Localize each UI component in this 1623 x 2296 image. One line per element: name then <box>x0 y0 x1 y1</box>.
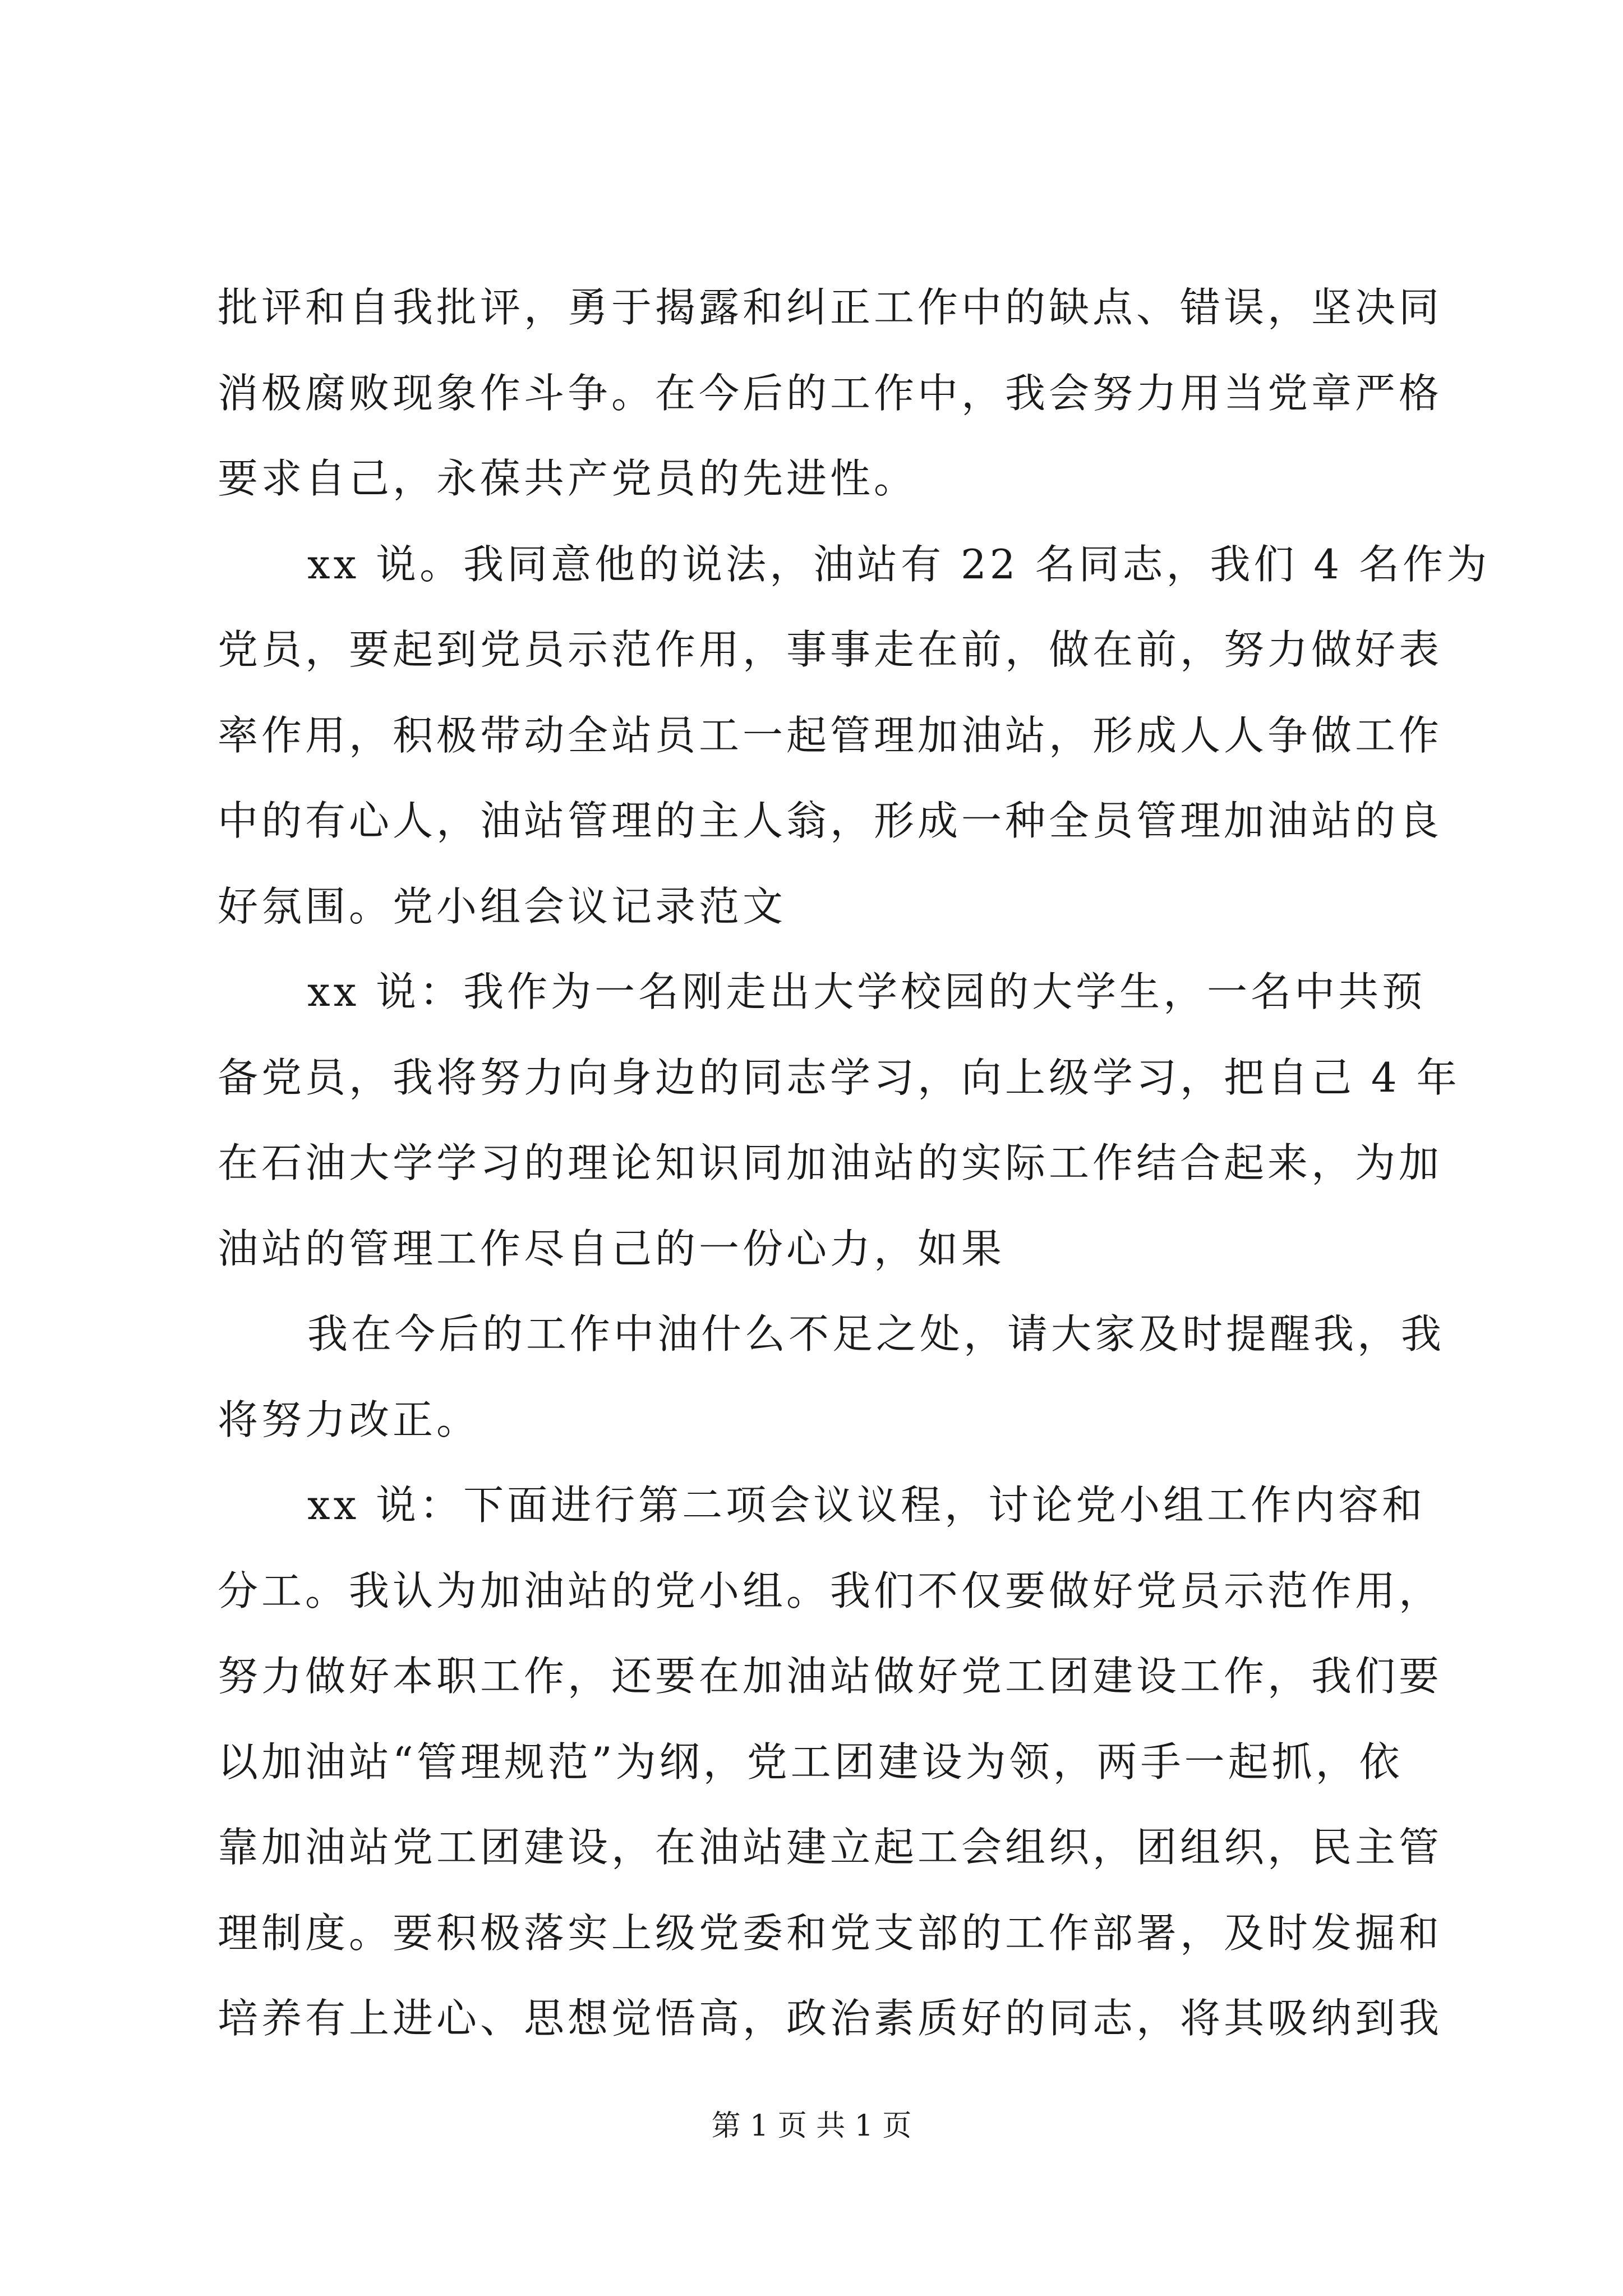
text-line: 率作用，积极带动全站员工一起管理加油站，形成人人争做工作 <box>218 711 1443 759</box>
text-line: 以加油站“管理规范”为纲，党工团建设为领，两手一起抓，依 <box>218 1738 1403 1786</box>
text-line: xx 说：我作为一名刚走出大学校园的大学生，一名中共预 <box>307 968 1426 1015</box>
text-line: 油站的管理工作尽自己的一份心力，如果 <box>218 1225 1006 1272</box>
text-line: 好氛围。党小组会议记录范文 <box>218 882 787 930</box>
text-line: 在石油大学学习的理论知识同加油站的实际工作结合起来，为加 <box>218 1139 1443 1186</box>
page-footer: 第 1 页 共 1 页 <box>711 2109 912 2143</box>
text-line: 分工。我认为加油站的党小组。我们不仅要做好党员示范作用， <box>218 1567 1443 1614</box>
text-line: 努力做好本职工作，还要在加油站做好党工团建设工作，我们要 <box>218 1653 1443 1700</box>
body-text <box>218 265 1491 2062</box>
text-line: 理制度。要积极落实上级党委和党支部的工作部署，及时发掘和 <box>218 1909 1443 1957</box>
text-line: xx 说：下面进行第二项会议议程，讨论党小组工作内容和 <box>307 1481 1426 1529</box>
text-line: 要求自己，永葆共产党员的先进性。 <box>218 455 918 502</box>
text-line: 批评和自我批评，勇于揭露和纠正工作中的缺点、错误，坚决同 <box>218 284 1443 331</box>
text-line: 党员，要起到党员示范作用，事事走在前，做在前，努力做好表 <box>218 626 1443 673</box>
text-line: 中的有心人，油站管理的主人翁，形成一种全员管理加油站的良 <box>218 797 1443 844</box>
text-line: 备党员，我将努力向身边的同志学习，向上级学习，把自己 4 年 <box>218 1053 1460 1101</box>
text-line: 我在今后的工作中油什么不足之处，请大家及时提醒我，我 <box>307 1310 1445 1358</box>
text-line: 将努力改正。 <box>218 1396 481 1443</box>
text-line: 消极腐败现象作斗争。在今后的工作中，我会努力用当党章严格 <box>218 369 1443 417</box>
text-line: 培养有上进心、思想觉悟高，政治素质好的同志，将其吸纳到我 <box>218 1995 1443 2042</box>
text-line: xx 说。我同意他的说法，油站有 22 名同志，我们 4 名作为 <box>307 540 1491 588</box>
text-line: 靠加油站党工团建设，在油站建立起工会组织，团组织，民主管 <box>218 1824 1443 1871</box>
